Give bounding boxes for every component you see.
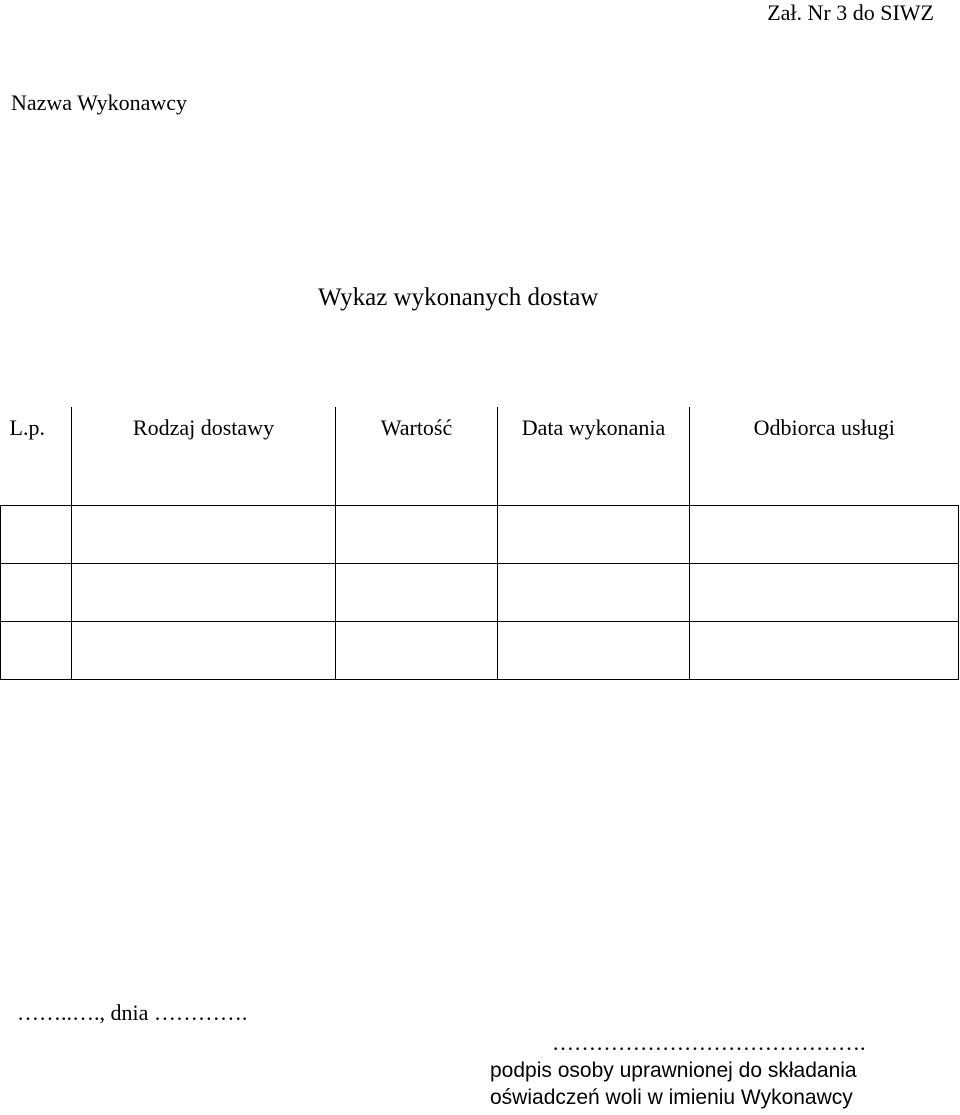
signature-caption-line2: oświadczeń woli w imieniu Wykonawcy <box>490 1086 853 1109</box>
table-cell <box>498 622 690 680</box>
place-date-line: ……..…., dnia …………. <box>17 1000 248 1025</box>
contractor-name-label: Nazwa Wykonawcy <box>11 90 188 115</box>
table-cell <box>336 622 498 680</box>
table-cell <box>690 564 959 622</box>
table-cell <box>1 622 72 680</box>
table-cell <box>72 564 336 622</box>
table-cell <box>72 506 336 564</box>
column-header-value: Wartość <box>336 407 498 506</box>
column-header-delivery-type: Rodzaj dostawy <box>72 407 336 506</box>
table-cell <box>498 506 690 564</box>
table-cell <box>690 506 959 564</box>
column-header-lp: L.p. <box>1 407 72 506</box>
table-cell <box>72 622 336 680</box>
table-cell <box>690 622 959 680</box>
table-cell <box>498 564 690 622</box>
table-cell <box>1 506 72 564</box>
attachment-label: Zał. Nr 3 do SIWZ <box>767 0 934 25</box>
table-row <box>1 506 959 564</box>
deliveries-table <box>0 407 959 680</box>
table-row <box>1 564 959 622</box>
column-header-completion-date: Data wykonania <box>498 407 690 506</box>
table-cell <box>1 564 72 622</box>
table-header-row <box>1 407 959 506</box>
table-cell <box>336 506 498 564</box>
column-header-recipient: Odbiorca usługi <box>690 407 959 506</box>
table-cell <box>336 564 498 622</box>
table-row <box>1 622 959 680</box>
signature-caption <box>490 1057 857 1111</box>
document-title: Wykaz wykonanych dostaw <box>318 284 599 311</box>
signature-dots: ……………………………………. <box>552 1030 866 1055</box>
signature-caption-line1: podpis osoby uprawnionej do składania <box>490 1059 857 1082</box>
